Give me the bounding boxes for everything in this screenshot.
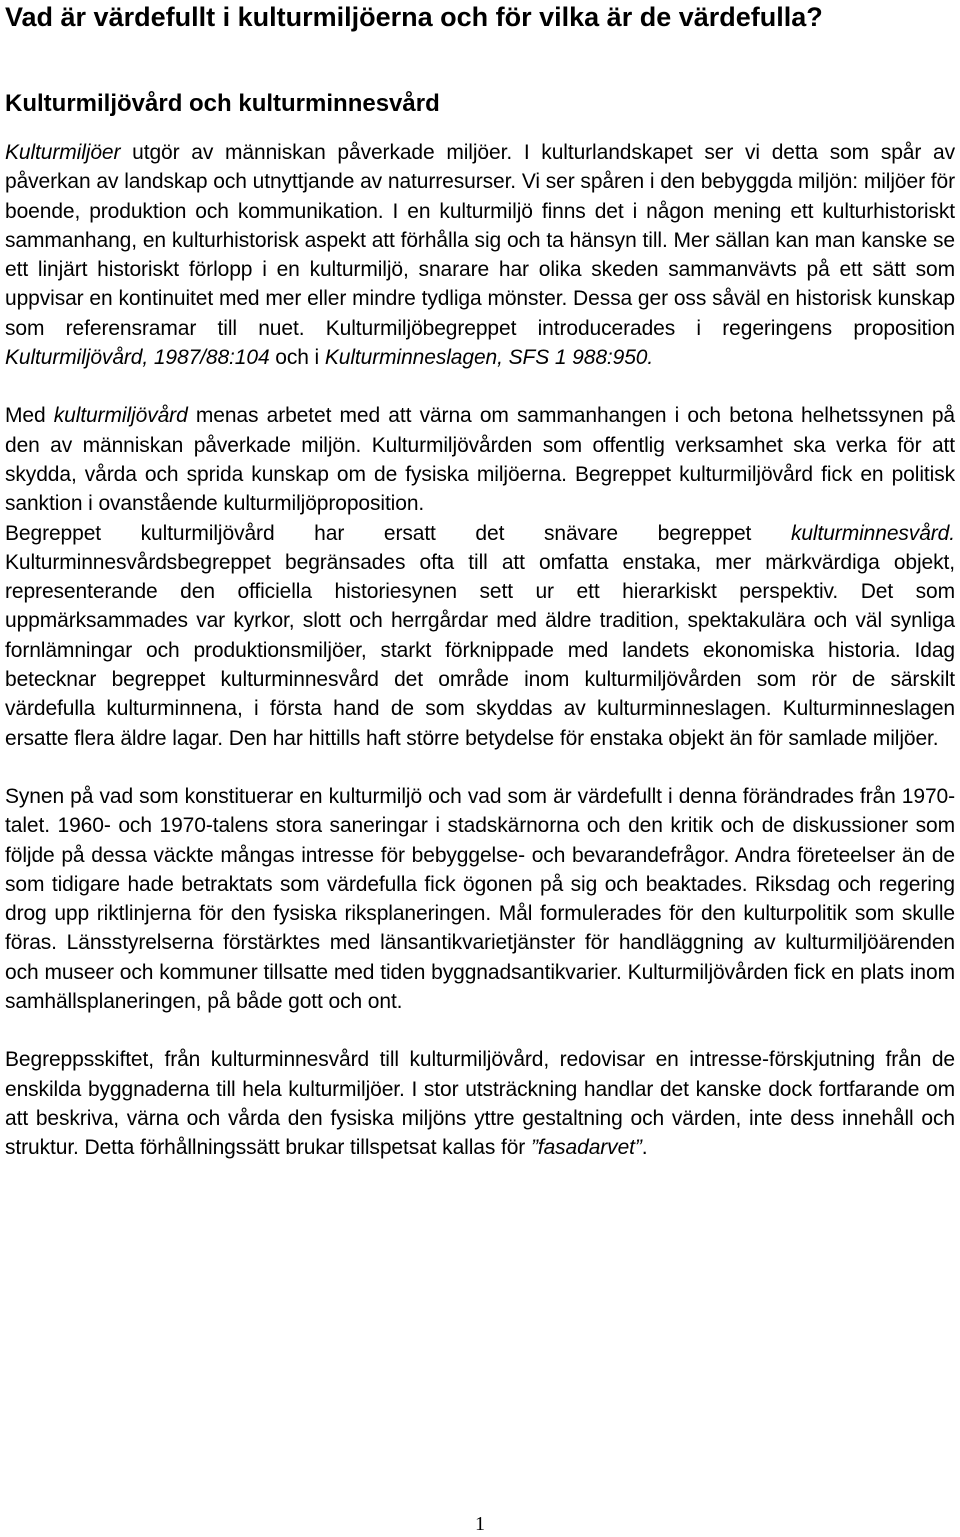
reference-kulturminneslagen: Kulturminneslagen, SFS 1 988:950. [324,346,654,370]
paragraph-text: Begreppsskiftet, från kulturminnesvård till kulturmiljövård, redovisar en intresse-förskjutning från de enskilda byggnaderna till hela kulturmiljöer. I stor utsträckning handlar det kanske dock fortfarande om att beskriva, värna och vårda den fysiska miljöns yttre gestaltning och värden, inte dess innehåll och struktur. Detta förhållningssätt brukar tillspetsat kallas för [5,1048,955,1160]
paragraph-begreppsskiftet [5,1045,955,1162]
paragraph-text: och i [269,346,325,370]
paragraph-kulturmiljoer [5,138,955,372]
paragraph-kulturminnesvard [5,519,955,753]
term-kulturmiljovard: kulturmiljövård [53,404,188,428]
term-kulturminnesvard: kulturminnesvård. [790,521,955,545]
paragraph-kulturmiljovard [5,401,955,518]
paragraph-text: Begreppet kulturmiljövård har ersatt det snävare begreppet [5,521,791,545]
paragraph-text: Kulturminnesvårdsbegreppet begränsades ofta till att omfatta enstaka, mer märkvärdiga objekt, representerande den officiella historiesynen sett ur ett hierarkiskt perspektiv. Det som uppmärksammades var kyrkor, slott och herrgårdar med äldre tradition, spektakulära och väl synliga fornlämningar och produktionsmiljöer, starkt förknippade med landets ekonomiska historia. Idag betecknar begreppet kulturminnesvård det område inom kulturmiljövården som rör de särskilt värdefulla kulturminnena, i första hand de som skyddas av kulturminneslagen. Kulturminneslagen ersatte flera äldre lagar. Den har hittills haft större betydelse för enstaka objekt än för samlade miljöer. [5,550,955,750]
reference-proposition: Kulturmiljövård, 1987/88:104 [5,346,270,370]
term-kulturmiljoer: Kulturmiljöer [5,141,121,164]
term-fasadarvet: ”fasadarvet” [530,1136,642,1160]
paragraph-synen: Synen på vad som konstituerar en kulturmiljö och vad som är värdefullt i denna förändrades från 1970-talet. 1960- och 1970-talens stora saneringar i stadskärnorna och den kritik och de diskussioner som följde på dessa väckte mångas intresse för bebyggelse- och bevarandefrågor. Andra företeelser än de som tidigare hade betraktats som värdefulla fick ögonen på sig och beaktades. Riksdag och regering drog upp riktlinjerna för den fysiska riksplaneringen. Mål formulerades för den kulturpolitik som skulle föras. Länsstyrelserna förstärktes med länsantikvarietjänster för handläggning av kulturmiljöärenden och museer och kommuner tillsatte med tiden byggnadsantikvarier. Kulturmiljövården fick en plats inom samhällsplaneringen, på både gott och ont. [5,784,955,1014]
document-title: Vad är värdefullt i kulturmiljöerna och för vilka är de värdefulla? [5,2,823,32]
paragraph-text: Med [5,404,54,428]
page-number: 1 [475,1513,485,1535]
paragraph-text: menas arbetet med att värna om sammanhangen i och betona helhetssynen på den av människan påverkade miljön. Kulturmiljövården som offentlig verksamhet ska verka för att skydda, vårda och sprida kunskap om de fysiska miljöerna. Begreppet kulturmiljövård fick en politisk sanktion i ovanstående kulturmiljöproposition. [5,404,955,516]
document-page [5,0,955,1163]
paragraph-text: utgör av människan påverkade miljöer. I kulturlandskapet ser vi detta som spår av påverkan av landskap och utnyttjande av naturresurser. Vi ser spåren i den bebyggda miljön: miljöer för boende, produktion och kommunikation. I en kulturmiljö finns det i någon mening ett kulturhistoriskt sammanhang, en kulturhistorisk aspekt att förhålla sig och ta hänsyn till. Mer sällan kan man kanske se ett linjärt historiskt förlopp i en kulturmiljö, snarare har olika skeden sammanvävts på ett sätt som uppvisar en kontinuitet med mer eller mindre tydliga mönster. Dessa ger oss såväl en historisk kunskap som referensramar till nuet. Kulturmiljöbegreppet introducerades i regeringens proposition [5,141,955,340]
section-heading: Kulturmiljövård och kulturminnesvård [5,90,440,117]
paragraph-text: . [641,1136,648,1160]
